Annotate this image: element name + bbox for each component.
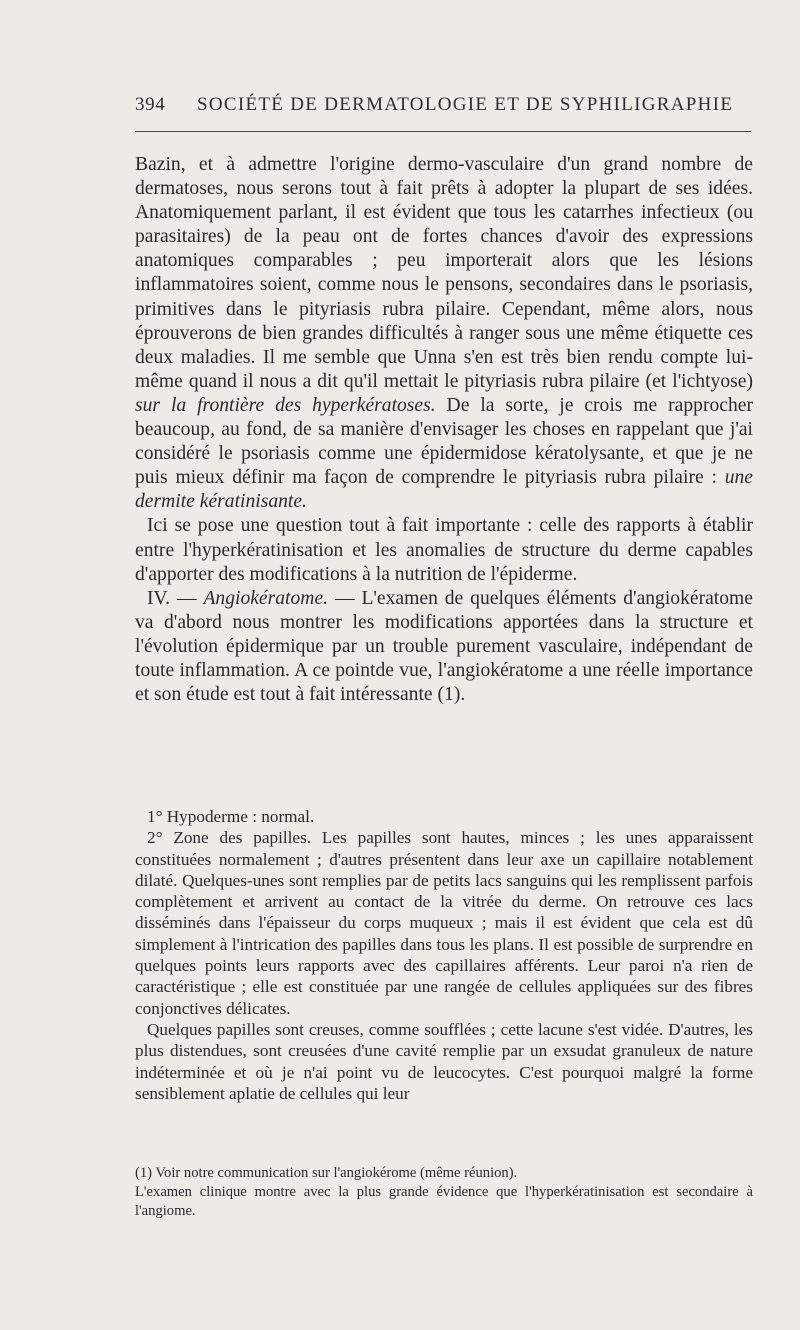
italic-phrase-dermite: une dermite kératinisante. (135, 467, 753, 513)
observation-3: Quelques papilles sont creuses, comme soufflées ; cette lacune s'est vidée. D'autres, les plus distendues, sont creusées d'une cavité remplie par un exsudat granuleux de nature indéterminée et où je n'ai point vu de leucocytes. C'est pourquoi malgré la forme sensiblement aplatie de cellules qui leur (135, 1019, 753, 1103)
main-text (135, 153, 753, 707)
observation-2: 2° Zone des papilles. Les papilles sont hautes, minces ; les unes apparaissent constituées normalement ; d'autres présentent dans leur axe un capillaire notablement dilaté. Quelques-unes sont remplies par de petits lacs sanguins qui les remplissent parfois complètement et arrivent au contact de la vitrée du derme. On retrouve ces lacs disséminés dans l'épaisseur du corps muqueux ; mais il est évident que cela est dû simplement à l'intrication des papilles dans tous les plans. Il est possible de surprendre en quelques points leurs rapports avec des capillaires afférents. Leur paroi n'a rien de caractéristique ; elle est constituée par une rangée de cellules appliquées sur des fibres conjonctives délicates. (135, 828, 753, 1018)
paragraph-1: Bazin, et à admettre l'origine dermo-vasculaire d'un grand nombre de dermatoses, nous serons tout à fait prêts à adopter la plupart de ses idées. Anatomiquement parlant, il est évident que tous les catarrhes infectieux (ou parasitaires) de la peau ont de fortes chances d'avoir des expressions anatomiques comparables ; peu importerait alors que les lésions inflammatoires soient, comme nous le pensons, secondaires dans le psoriasis, primitives dans le pityriasis rubra pilaire. Cependant, même alors, nous éprouverons de bien grandes difficultés à ranger sous une même étiquette ces deux maladies. Il me semble que Unna s'en est très bien rendu compte lui-même quand il nous a dit qu'il mettait le pityriasis rubra pilaire (et l'ichtyose) sur la frontière des hyperkératoses. De la sorte, je crois me rapprocher beaucoup, au fond, de sa manière d'envisager les choses en rappelant que j'ai considéré le psoriasis comme une épidermidose kératolysante, et que je ne puis mieux définir ma façon de comprendre le pityriasis rubra pilaire : une dermite kératinisante. (135, 154, 753, 513)
footnotes (135, 1164, 753, 1221)
observation-text (135, 806, 753, 1104)
running-title: SOCIÉTÉ DE DERMATOLOGIE ET DE SYPHILIGRAPHIE (197, 94, 734, 115)
paragraph-2: Ici se pose une question tout à fait importante : celle des rapports à établir entre l'hyperkératinisation et les anomalies de structure du derme capables d'apporter des modifications à la nutrition de l'épiderme. (135, 515, 753, 585)
header-rule (135, 131, 751, 132)
footnote-1: (1) Voir notre communication sur l'angiokérome (même réunion). (135, 1165, 518, 1181)
paragraph-3: IV. — Angiokératome. — L'examen de quelques éléments d'angiokératome va d'abord nous montrer les modifications apportées dans la structure et l'évolution épidermique par un trouble purement vasculaire, indépendant de toute inflammation. A ce pointde vue, l'angiokératome a une réelle importance et son étude est tout à fait intéressante (1). (135, 587, 753, 706)
section-title-angiokeratome: Angiokératome. (203, 587, 329, 609)
page-number: 394 (135, 94, 166, 115)
italic-phrase-frontiere: sur la frontière des hyperkératoses. (135, 394, 436, 416)
footnote-2: L'examen clinique montre avec la plus grande évidence que l'hyperkératinisation est secondaire à l'angiome. (135, 1184, 753, 1219)
observation-1: 1° Hypoderme : normal. (147, 807, 315, 826)
